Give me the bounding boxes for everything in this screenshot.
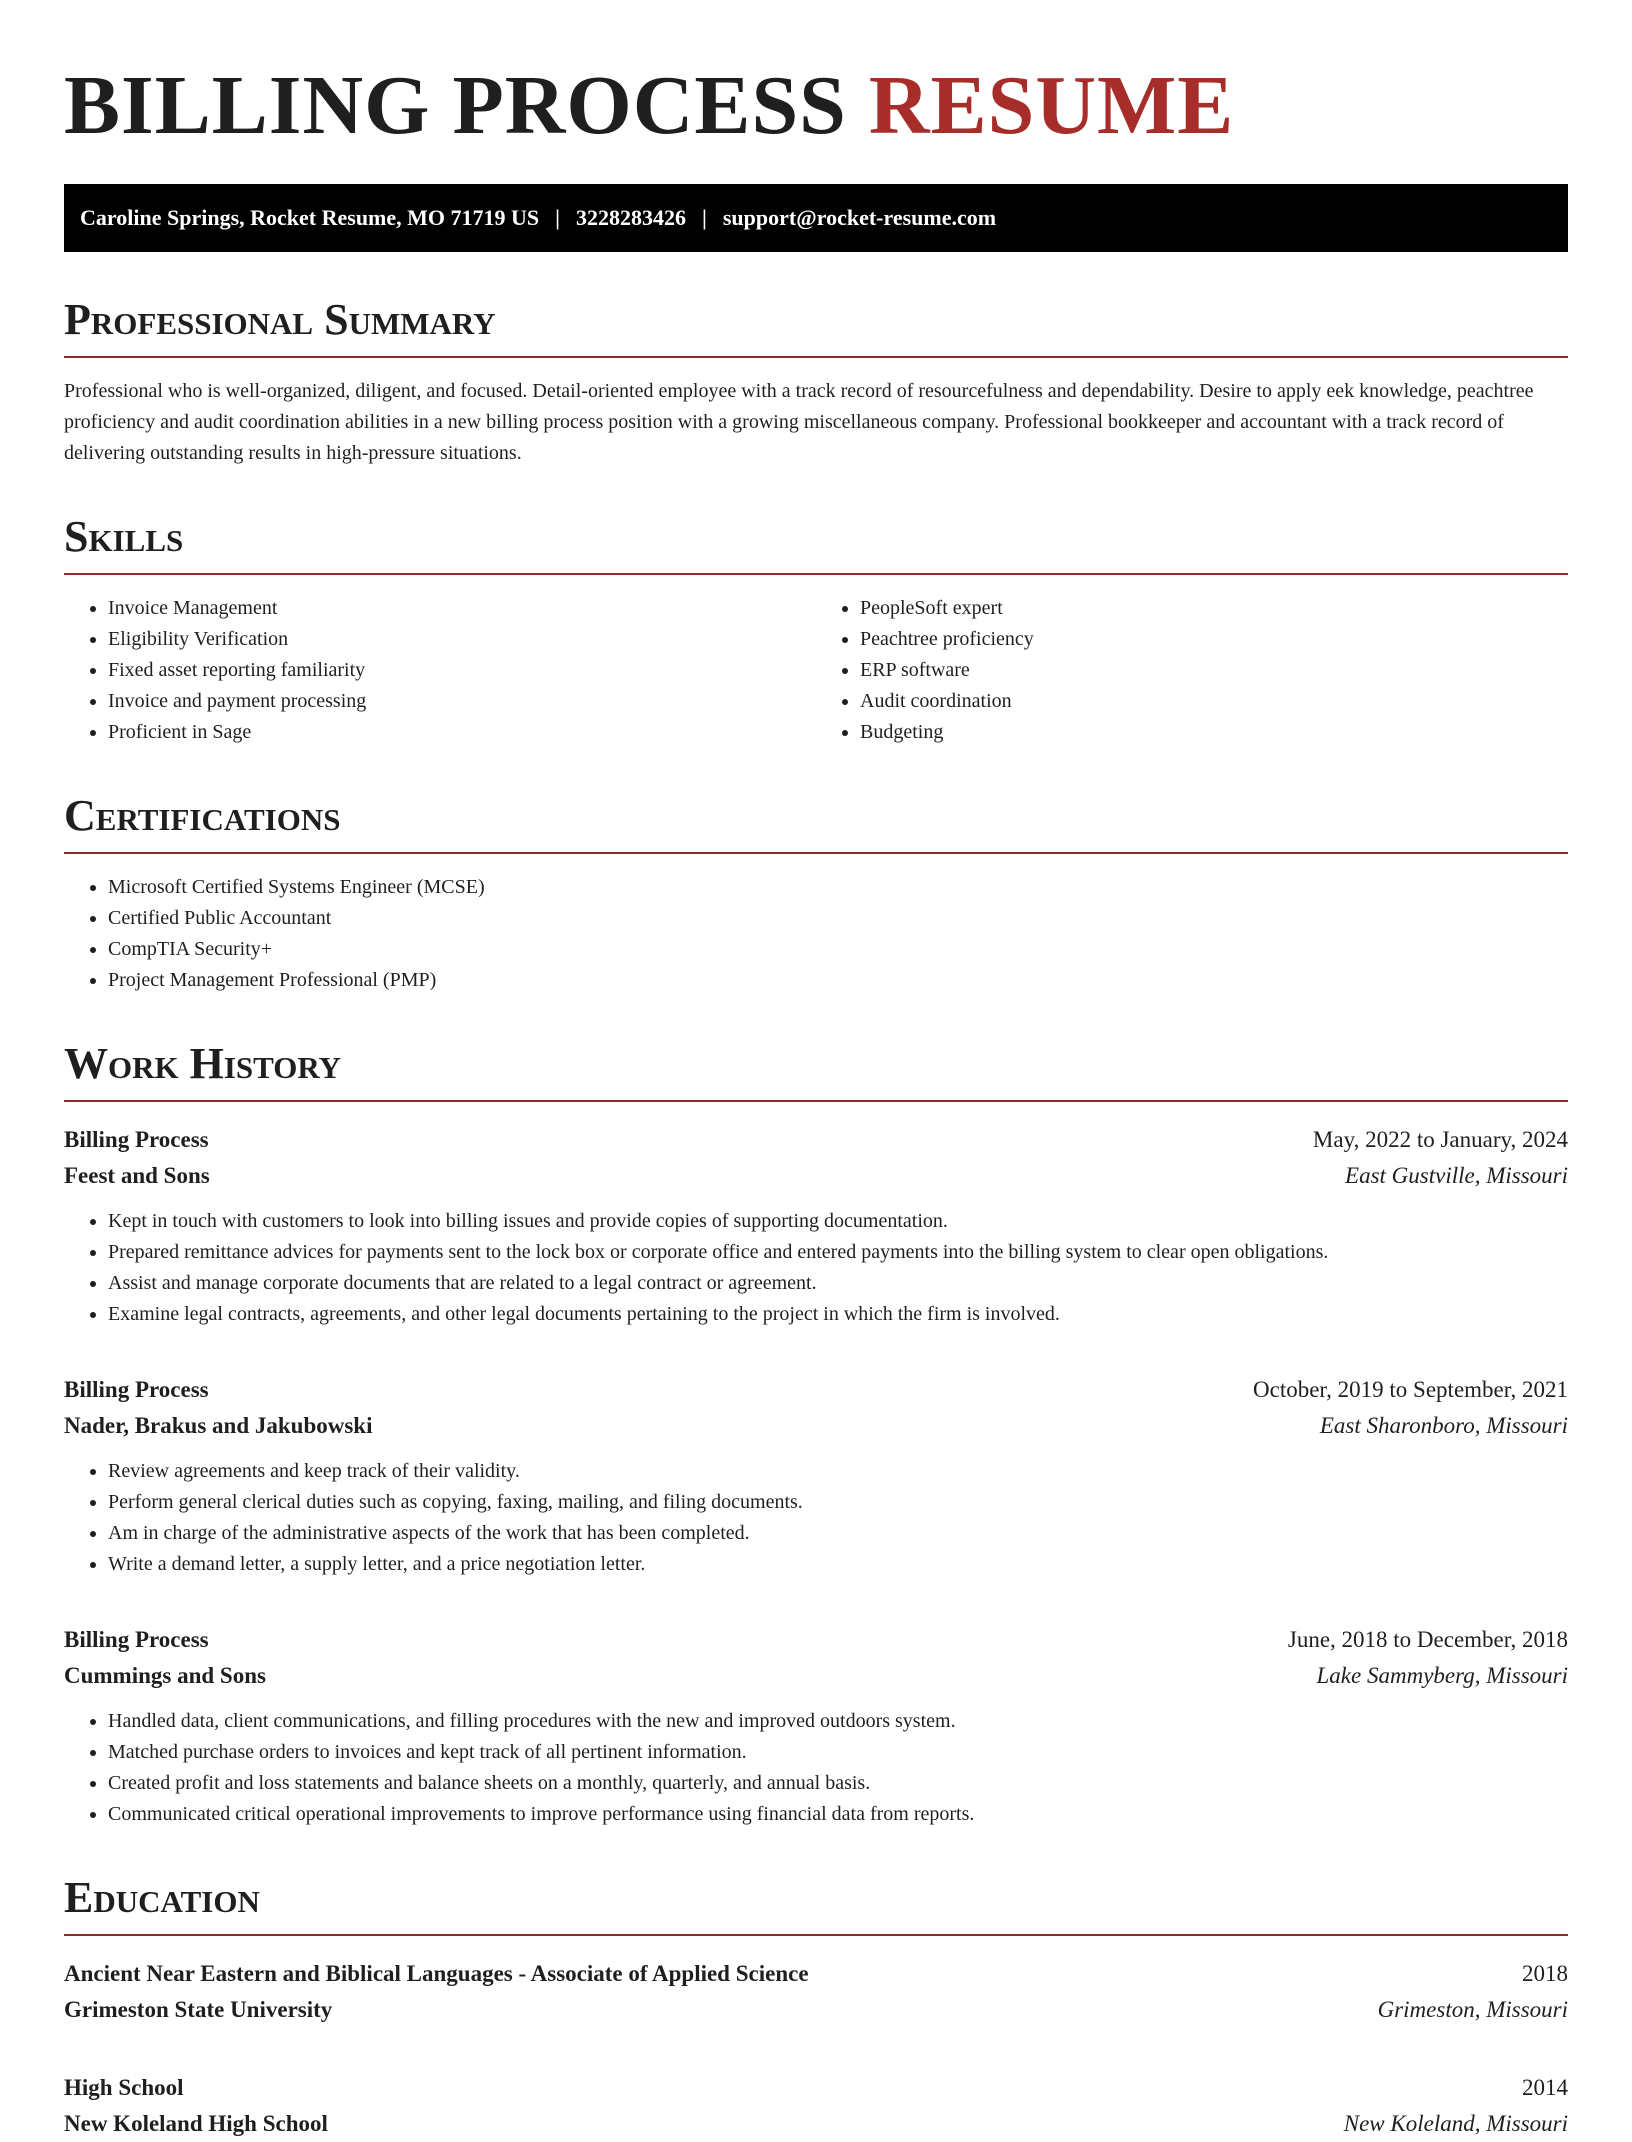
- skills-columns: [64, 575, 1568, 748]
- contact-bar: [64, 184, 1568, 252]
- skills-left-list: [64, 593, 816, 748]
- list-item: • Communicated critical operational improvements to improve performance using financial data from reports.: [108, 1799, 1568, 1830]
- job-dates: May, 2022 to January, 2024: [1312, 1127, 1568, 1153]
- title-accent: RESUME: [868, 59, 1235, 152]
- job-entry: [64, 1622, 1568, 1830]
- list-item: • Peachtree proficiency: [860, 624, 1568, 655]
- job-duties: [64, 1706, 1568, 1830]
- education-location: Grimeston, Missouri: [1377, 1997, 1568, 2023]
- list-item: • Review agreements and keep track of their validity.: [108, 1456, 1568, 1487]
- job-location: East Sharonboro, Missouri: [1319, 1413, 1568, 1439]
- job-company: Feest and Sons: [64, 1163, 210, 1189]
- list-item: • Examine legal contracts, agreements, and other legal documents pertaining to the project in which the firm is involved.: [108, 1299, 1568, 1330]
- education-section: [64, 1873, 1568, 2142]
- certifications-section: [64, 791, 1568, 996]
- summary-section: [64, 295, 1568, 469]
- skills-right-list: [816, 593, 1568, 748]
- list-item: • Am in charge of the administrative aspects of the work that has been completed.: [108, 1518, 1568, 1549]
- section-heading: Education: [64, 1876, 1568, 1936]
- job-title: Billing Process: [64, 1377, 209, 1403]
- summary-text: Professional who is well-organized, diligent, and focused. Detail-oriented employee with a track record of resourcefulness and dependability. Desire to apply eek knowledge, peachtree proficiency and audit coordination abilities in a new billing process position with a growing miscellaneous company. Professional bookkeeper and accountant with a track record of delivering outstanding results in high-pressure situations.: [64, 380, 1534, 465]
- job-location: Lake Sammyberg, Missouri: [1316, 1663, 1568, 1689]
- education-year: 2018: [1522, 1961, 1568, 1987]
- work-history-section: [64, 1039, 1568, 1830]
- job-duties: [64, 1206, 1568, 1330]
- education-location: New Koleland, Missouri: [1343, 2111, 1568, 2137]
- job-title: Billing Process: [64, 1127, 209, 1153]
- contact-separator: |: [555, 205, 561, 231]
- education-entry: [64, 1956, 1568, 2028]
- contact-address: Caroline Springs, Rocket Resume, MO 71719 US: [80, 205, 540, 231]
- job-company: Cummings and Sons: [64, 1663, 266, 1689]
- list-item: • Invoice and payment processing: [108, 686, 816, 717]
- section-heading: Work History: [64, 1042, 1568, 1102]
- contact-email: support@rocket-resume.com: [722, 205, 997, 231]
- list-item: • Budgeting: [860, 717, 1568, 748]
- job-duties: [64, 1456, 1568, 1580]
- list-item: • Proficient in Sage: [108, 717, 816, 748]
- list-item: • Audit coordination: [860, 686, 1568, 717]
- list-item: • Eligibility Verification: [108, 624, 816, 655]
- education-year: 2014: [1522, 2075, 1568, 2101]
- section-heading: Professional Summary: [64, 298, 1568, 358]
- list-item: • Write a demand letter, a supply letter, and a price negotiation letter.: [108, 1549, 1568, 1580]
- education-school: Grimeston State University: [64, 1997, 333, 2023]
- list-item: • Kept in touch with customers to look into billing issues and provide copies of supporting documentation.: [108, 1206, 1568, 1237]
- list-item: • Created profit and loss statements and balance sheets on a monthly, quarterly, and annual basis.: [108, 1768, 1568, 1799]
- job-entry: [64, 1372, 1568, 1580]
- skills-section: [64, 512, 1568, 748]
- list-item: • Perform general clerical duties such as copying, faxing, mailing, and filing documents.: [108, 1487, 1568, 1518]
- list-item: • Project Management Professional (PMP): [108, 965, 1568, 996]
- section-heading: Certifications: [64, 794, 1568, 854]
- list-item: • Handled data, client communications, and filling procedures with the new and improved outdoors system.: [108, 1706, 1568, 1737]
- resume-title: [64, 56, 1568, 150]
- list-item: • Invoice Management: [108, 593, 816, 624]
- list-item: • CompTIA Security+: [108, 934, 1568, 965]
- list-item: • ERP software: [860, 655, 1568, 686]
- list-item: • Assist and manage corporate documents that are related to a legal contract or agreement.: [108, 1268, 1568, 1299]
- job-company: Nader, Brakus and Jakubowski: [64, 1413, 373, 1439]
- job-dates: June, 2018 to December, 2018: [1287, 1627, 1568, 1653]
- section-heading: Skills: [64, 515, 1568, 575]
- list-item: • Fixed asset reporting familiarity: [108, 655, 816, 686]
- job-dates: October, 2019 to September, 2021: [1253, 1377, 1568, 1403]
- list-item: • Certified Public Accountant: [108, 903, 1568, 934]
- education-entry: [64, 2070, 1568, 2142]
- education-school: New Koleland High School: [64, 2111, 328, 2137]
- job-title: Billing Process: [64, 1627, 209, 1653]
- title-main: BILLING PROCESS: [64, 59, 847, 152]
- list-item: • Prepared remittance advices for payments sent to the lock box or corporate office and entered payments into the billing system to clear open obligations.: [108, 1237, 1568, 1268]
- list-item: • PeopleSoft expert: [860, 593, 1568, 624]
- list-item: • Microsoft Certified Systems Engineer (MCSE): [108, 872, 1568, 903]
- job-entry: [64, 1122, 1568, 1330]
- education-degree: High School: [64, 2075, 184, 2101]
- job-location: East Gustville, Missouri: [1345, 1163, 1568, 1189]
- certifications-list: [64, 872, 1568, 996]
- contact-phone: 3228283426: [576, 205, 687, 231]
- list-item: • Matched purchase orders to invoices and kept track of all pertinent information.: [108, 1737, 1568, 1768]
- education-degree: Ancient Near Eastern and Biblical Languages - Associate of Applied Science: [64, 1961, 809, 1987]
- contact-separator: |: [702, 205, 707, 231]
